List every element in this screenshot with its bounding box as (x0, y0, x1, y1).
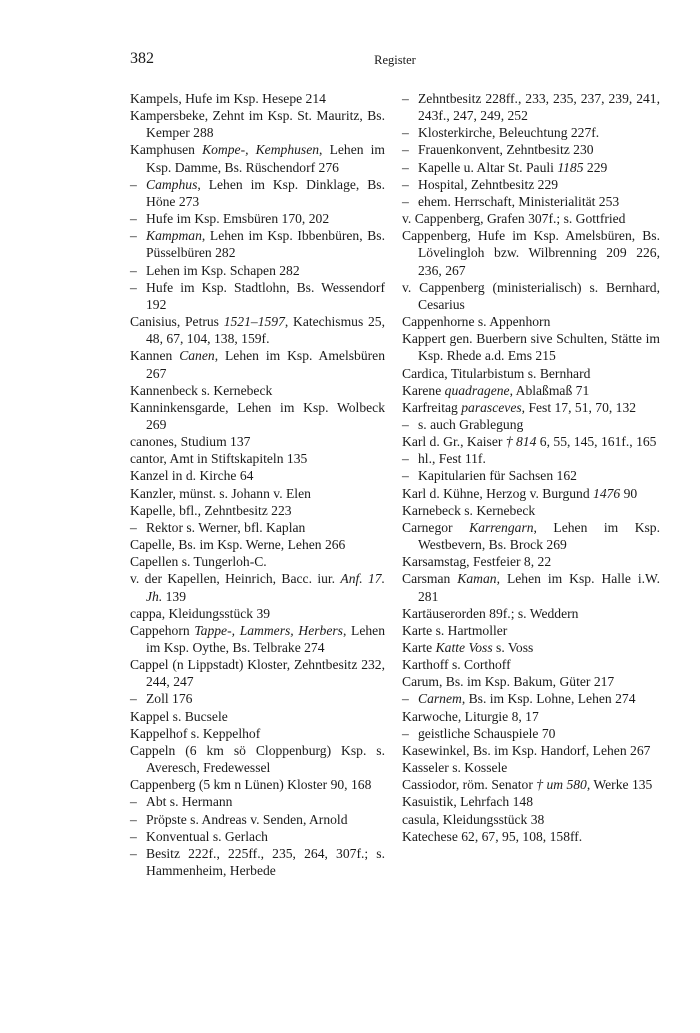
index-entry-text: Camphus, Lehen im Ksp. Dinklage, Bs. Höne 273 (146, 176, 385, 209)
index-entry-text: Cappenberg (5 km n Lünen) Kloster 90, 168 (130, 777, 372, 793)
index-entry-text: Kampersbeke, Zehnt im Ksp. St. Mauritz, Bs. Kemper 288 (130, 108, 385, 141)
page-number: 382 (130, 50, 154, 67)
index-entry (402, 605, 660, 622)
index-entry-text: Karnebeck s. Kernebeck (402, 502, 536, 518)
subentry-dash: – (402, 91, 409, 106)
index-entry (130, 347, 385, 381)
subentry-dash: – (130, 691, 137, 707)
index-entry-text: Karte s. Hartmoller (402, 622, 508, 638)
index-entry-text: Kapelle, bfl., Zehntbesitz 223 (130, 502, 292, 518)
index-entry (402, 742, 660, 759)
index-entry (402, 330, 660, 364)
index-entry (130, 725, 385, 742)
index-entry (402, 467, 660, 484)
index-entry-text: Karfreitag parasceves, Fest 17, 51, 70, 132 (402, 399, 637, 415)
index-entry-text: Besitz 222f., 225ff., 235, 264, 307f.; s. Hammenheim, Herbede (146, 845, 385, 879)
index-entry (130, 536, 385, 553)
index-entry (402, 124, 660, 141)
index-entry (130, 793, 385, 810)
index-entry (402, 690, 660, 707)
subentry-dash: – (130, 228, 137, 244)
index-entry-text: Carnegor Karrengarn, Lehen im Ksp. Westbevern, Bs. Brock 269 (402, 519, 661, 553)
index-entry-text: canones, Studium 137 (130, 434, 251, 450)
index-entry-text: Karene quadragene, Ablaßmaß 71 (402, 382, 590, 398)
index-entry (402, 811, 660, 828)
index-entry (130, 845, 385, 879)
subentry-dash: – (130, 519, 137, 535)
index-entry-text: Carsman Kaman, Lehen im Ksp. Halle i.W. 281 (402, 571, 660, 604)
index-entry-text: cantor, Amt in Stiftskapiteln 135 (130, 451, 308, 467)
subentry-dash: – (402, 142, 409, 158)
index-entry-text: v. der Kapellen, Heinrich, Bacc. iur. Anf. 17. Jh. 139 (130, 571, 386, 604)
index-entry (402, 90, 660, 124)
subentry-dash: – (130, 811, 137, 827)
index-entry-text: Kanninkensgarde, Lehen im Ksp. Wolbeck 269 (130, 399, 385, 432)
index-entry-text: Kasewinkel, Bs. im Ksp. Handorf, Lehen 267 (402, 742, 651, 758)
index-entry (130, 485, 385, 502)
index-entry-text: Cappenhorne s. Appenhorn (402, 314, 551, 330)
index-entry (402, 570, 660, 604)
subentry-dash: – (402, 725, 409, 741)
index-entry (402, 553, 660, 570)
index-column-right (402, 90, 660, 845)
subentry-dash: – (402, 193, 409, 209)
index-entry (130, 690, 385, 707)
index-entry (130, 656, 385, 690)
index-entry (130, 708, 385, 725)
index-entry-text: Kasseler s. Kossele (402, 760, 508, 776)
index-entry (402, 382, 660, 399)
index-entry (130, 811, 385, 828)
index-entry (402, 399, 660, 416)
index-entry-text: Pröpste s. Andreas v. Senden, Arnold (146, 811, 348, 827)
index-entry (130, 467, 385, 484)
subentry-dash: – (402, 468, 409, 484)
subentry-dash: – (402, 176, 409, 192)
index-entry-text: Kapelle u. Altar St. Pauli 1185 229 (418, 159, 608, 175)
index-entry-text: Karthoff s. Corthoff (402, 657, 511, 673)
subentry-dash: – (130, 176, 137, 192)
index-entry-text: Hufe im Ksp. Stadtlohn, Bs. Wessendorf 192 (146, 279, 385, 312)
page-header (130, 50, 660, 72)
index-entry (402, 656, 660, 673)
index-entry (130, 262, 385, 279)
index-entry-text: s. auch Grablegung (418, 416, 524, 432)
index-entry-text: Klosterkirche, Beleuchtung 227f. (418, 125, 600, 141)
index-entry-text: Carnem, Bs. im Ksp. Lohne, Lehen 274 (418, 691, 636, 707)
index-entry (402, 793, 660, 810)
index-entry-text: Kamphusen Kompe-, Kemphusen, Lehen im Ksp. Damme, Bs. Rüschendorf 276 (130, 142, 385, 175)
index-entry (402, 433, 660, 450)
index-entry (402, 193, 660, 210)
index-entry-text: Lehen im Ksp. Schapen 282 (146, 262, 300, 278)
index-entry-text: Karl d. Kühne, Herzog v. Burgund 1476 90 (402, 485, 638, 501)
index-entry-text: Kampels, Hufe im Ksp. Hesepe 214 (130, 91, 326, 106)
index-entry (130, 502, 385, 519)
index-entry-text: Katechese 62, 67, 95, 108, 158ff. (402, 828, 583, 844)
index-entry (130, 279, 385, 313)
index-entry-text: Carum, Bs. im Ksp. Bakum, Güter 217 (402, 674, 615, 690)
index-entry (402, 759, 660, 776)
index-entry-text: Kappelhof s. Keppelhof (130, 725, 261, 741)
index-entry-text: Hufe im Ksp. Emsbüren 170, 202 (146, 211, 330, 227)
index-entry-text: Kappert gen. Buerbern sive Schulten, Stätte im Ksp. Rhede a.d. Ems 215 (402, 331, 660, 364)
index-entry (402, 279, 660, 313)
index-entry-text: Kartäuserorden 89f.; s. Weddern (402, 605, 579, 621)
index-entry-text: Cappeln (6 km sö Cloppenburg) Ksp. s. Averesch, Fredewessel (130, 742, 385, 776)
index-entry (402, 639, 660, 656)
index-entry-text: Kannen Canen, Lehen im Ksp. Amelsbüren 267 (130, 348, 385, 381)
index-entry-text: Capelle, Bs. im Ksp. Werne, Lehen 266 (130, 537, 346, 553)
index-entry (402, 159, 660, 176)
index-entry (130, 450, 385, 467)
index-entry (402, 828, 660, 845)
index-entry-text: Karte Katte Voss s. Voss (402, 640, 534, 655)
index-entry-text: Kappel s. Bucsele (130, 708, 228, 724)
index-entry (130, 90, 385, 107)
subentry-dash: – (130, 211, 137, 227)
index-entry (130, 107, 385, 141)
index-entry-text: Kanzel in d. Kirche 64 (130, 468, 254, 484)
index-entry-text: cappa, Kleidungsstück 39 (130, 605, 271, 621)
index-entry-text: Zehntbesitz 228ff., 233, 235, 237, 239, 241, 243f., 247, 249, 252 (418, 91, 660, 124)
subentry-dash: – (130, 845, 137, 861)
subentry-dash: – (130, 828, 137, 844)
index-entry (402, 485, 660, 502)
index-entry (130, 553, 385, 570)
index-entry-text: geistliche Schauspiele 70 (418, 725, 556, 741)
index-entry (130, 776, 385, 793)
index-entry-text: Rektor s. Werner, bfl. Kaplan (146, 519, 306, 535)
index-entry-text: Cappehorn Tappe-, Lammers, Herbers, Lehen im Ksp. Oythe, Bs. Telbrake 274 (130, 622, 386, 655)
index-entry (402, 776, 660, 793)
index-entry-text: Kanzler, münst. s. Johann v. Elen (130, 485, 311, 501)
subentry-dash: – (130, 279, 137, 295)
index-entry-text: ehem. Herrschaft, Ministerialität 253 (418, 193, 620, 209)
index-column-left (130, 90, 385, 879)
index-entry (402, 365, 660, 382)
index-entry-text: Hospital, Zehntbesitz 229 (418, 176, 559, 192)
index-entry (402, 725, 660, 742)
index-entry (130, 210, 385, 227)
index-entry-text: Kampman, Lehen im Ksp. Ibbenbüren, Bs. Püsselbüren 282 (146, 228, 385, 261)
running-head: Register (374, 53, 416, 67)
index-entry (402, 313, 660, 330)
index-entry-text: Cardica, Titularbistum s. Bernhard (402, 365, 591, 381)
index-entry-text: Kasuistik, Lehrfach 148 (402, 794, 533, 810)
index-entry (402, 450, 660, 467)
index-entry-text: hl., Fest 11f. (418, 451, 486, 467)
index-entry-text: Cappel (n Lippstadt) Kloster, Zehntbesitz 232, 244, 247 (130, 657, 385, 690)
index-entry-text: Zoll 176 (146, 691, 193, 707)
index-entry (402, 519, 660, 553)
index-entry (402, 673, 660, 690)
subentry-dash: – (402, 159, 409, 175)
subentry-dash: – (402, 451, 409, 467)
index-entry-text: Kannenbeck s. Kernebeck (130, 382, 273, 398)
index-entry-text: casula, Kleidungsstück 38 (402, 811, 545, 827)
index-entry-text: Cappenberg, Hufe im Ksp. Amelsbüren, Bs. Lövelingloh bzw. Wilbrenning 209 226, 236, 267 (402, 228, 660, 278)
index-entry (130, 313, 385, 347)
index-entry-text: Karl d. Gr., Kaiser † 814 6, 55, 145, 161f., 165 (402, 434, 657, 450)
index-entry (130, 399, 385, 433)
index-entry (130, 433, 385, 450)
index-entry (402, 176, 660, 193)
index-entry (402, 210, 660, 227)
index-entry-text: Cassiodor, röm. Senator † um 580, Werke 135 (402, 777, 653, 793)
subentry-dash: – (130, 262, 137, 278)
index-entry (402, 141, 660, 158)
index-entry-text: v. Cappenberg, Grafen 307f.; s. Gottfried (402, 211, 626, 227)
index-entry (402, 227, 660, 278)
index-entry-text: v. Cappenberg (ministerialisch) s. Bernhard, Cesarius (402, 279, 660, 312)
index-entry (130, 176, 385, 210)
index-entry-text: Konventual s. Gerlach (146, 828, 268, 844)
index-entry-text: Frauenkonvent, Zehntbesitz 230 (418, 142, 594, 158)
index-entry-text: Kapitularien für Sachsen 162 (418, 468, 577, 484)
index-entry (402, 622, 660, 639)
index-entry (130, 570, 385, 604)
index-entry-text: Capellen s. Tungerloh-C. (130, 554, 267, 570)
index-entry-text: Canisius, Petrus 1521–1597, Katechismus 25, 48, 67, 104, 138, 159f. (130, 314, 385, 347)
index-entry-text: Karwoche, Liturgie 8, 17 (402, 708, 539, 724)
index-entry (130, 605, 385, 622)
index-entry (402, 708, 660, 725)
index-entry-text: Abt s. Hermann (146, 794, 233, 810)
index-entry (130, 519, 385, 536)
subentry-dash: – (130, 794, 137, 810)
subentry-dash: – (402, 691, 409, 707)
index-entry (130, 141, 385, 175)
index-entry (130, 828, 385, 845)
subentry-dash: – (402, 416, 409, 432)
index-entry (130, 382, 385, 399)
index-entry (130, 742, 385, 776)
index-entry (130, 227, 385, 261)
subentry-dash: – (402, 125, 409, 141)
index-entry (402, 502, 660, 519)
index-entry (402, 416, 660, 433)
index-entry-text: Karsamstag, Festfeier 8, 22 (402, 554, 552, 570)
index-entry (130, 622, 385, 656)
